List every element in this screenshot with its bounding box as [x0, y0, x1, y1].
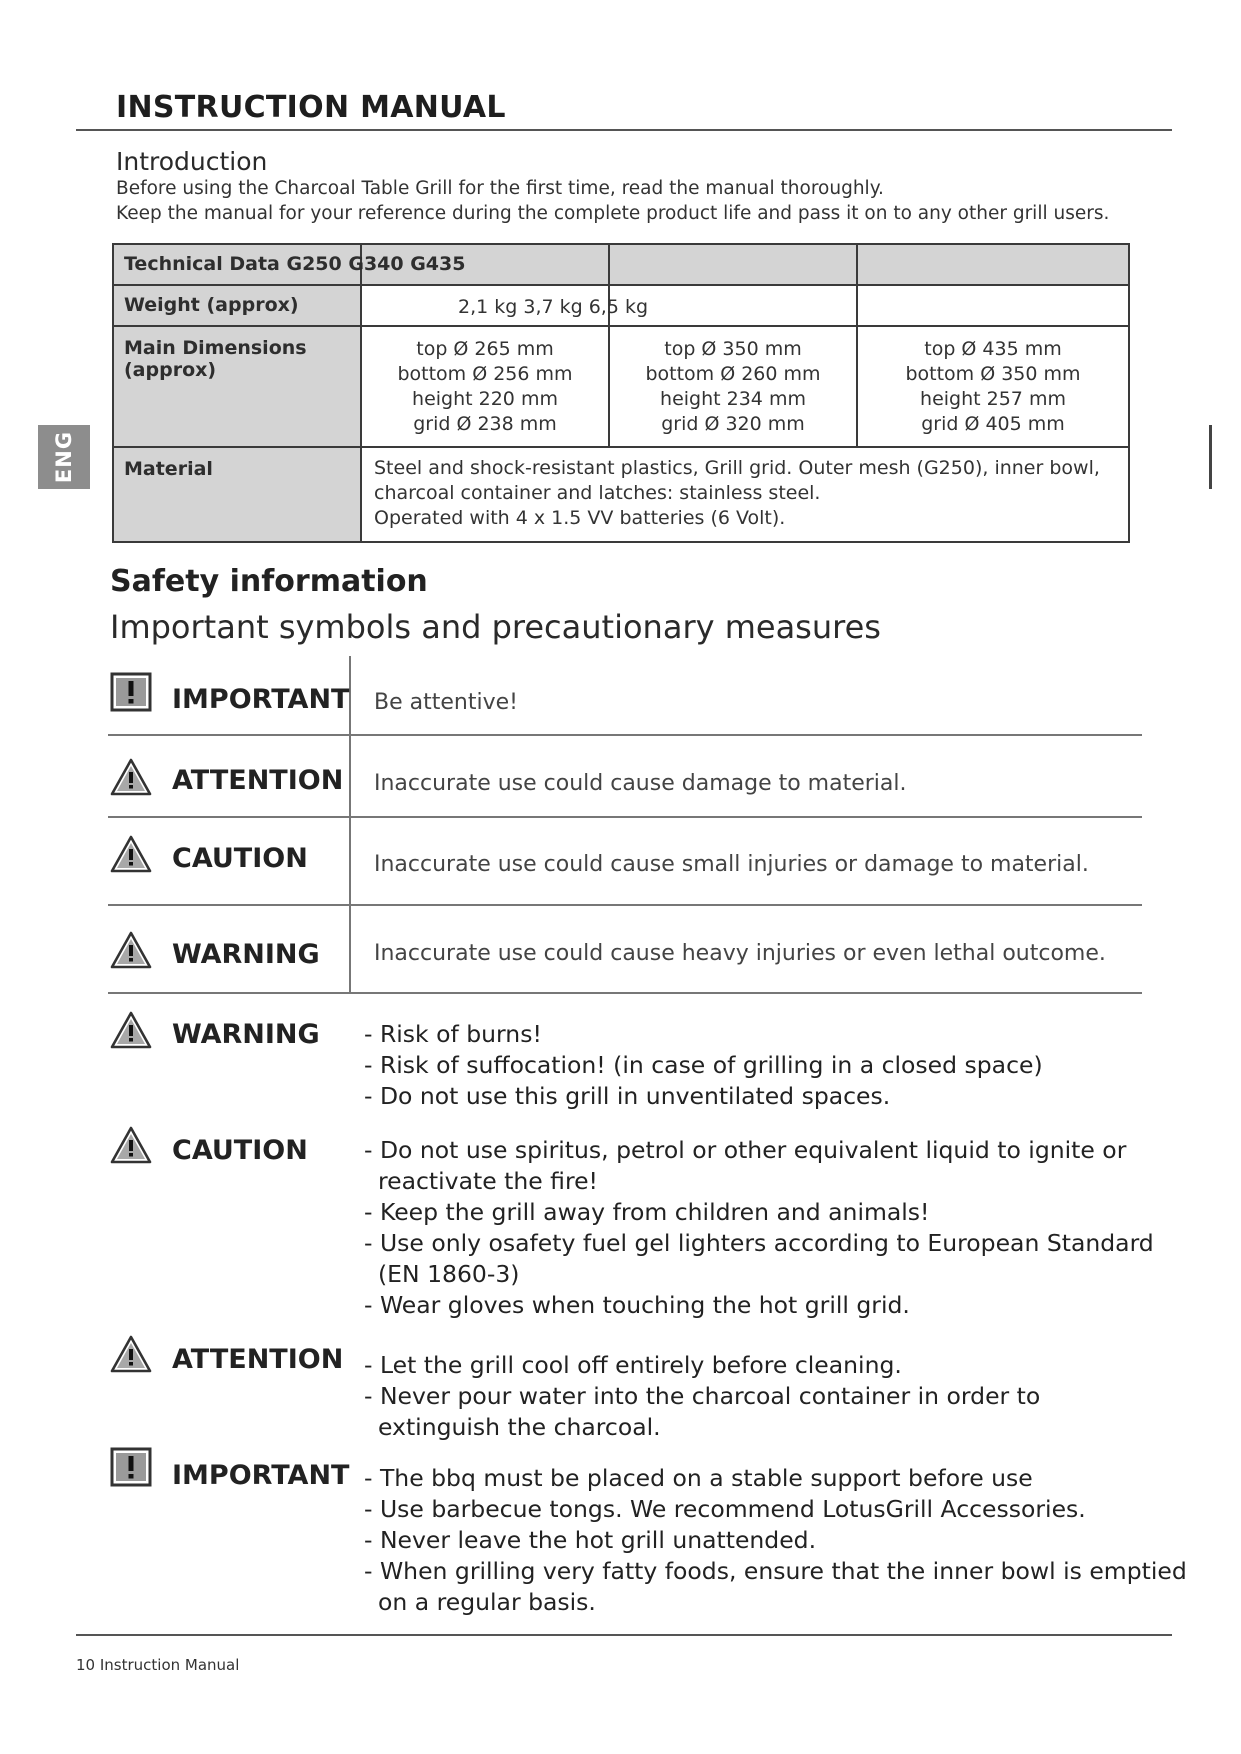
- list-item: - Do not use this grill in unventilated spaces.: [364, 1082, 891, 1110]
- warning-triangle-icon: [110, 1334, 152, 1374]
- symbol-label: IMPORTANT: [172, 684, 350, 715]
- important-box-icon: [110, 672, 152, 712]
- page-footer: 10 Instruction Manual: [76, 1656, 240, 1674]
- dimensions-g250: top Ø 265 mm bottom Ø 256 mm height 220 mm grid Ø 238 mm: [360, 325, 610, 448]
- tech-header-cell: [608, 243, 858, 286]
- material-label: Material: [112, 446, 362, 543]
- group-label: ATTENTION: [172, 1344, 344, 1375]
- symbol-description: Inaccurate use could cause damage to material.: [374, 771, 907, 796]
- warning-triangle-icon: [110, 1010, 152, 1050]
- list-item: - Never pour water into the charcoal container in order to: [364, 1382, 1041, 1410]
- symbol-row-divider: [108, 992, 1142, 994]
- tech-header-cell: [856, 243, 1130, 286]
- safety-heading: Safety information: [110, 564, 428, 599]
- list-item: - Use only osafety fuel gel lighters according to European Standard: [364, 1229, 1154, 1257]
- list-item: extinguish the charcoal.: [378, 1413, 661, 1441]
- group-label: CAUTION: [172, 1135, 308, 1166]
- symbol-row-divider: [108, 734, 1142, 736]
- group-label: IMPORTANT: [172, 1460, 350, 1491]
- attention-list: [364, 1350, 1040, 1443]
- warning-triangle-icon: [110, 757, 152, 797]
- page-title: INSTRUCTION MANUAL: [116, 90, 506, 125]
- dimensions-g340: top Ø 350 mm bottom Ø 260 mm height 234 mm grid Ø 320 mm: [608, 325, 858, 448]
- warning-triangle-icon: [110, 1125, 152, 1165]
- list-item: - Risk of suffocation! (in case of grilling in a closed space): [364, 1051, 1043, 1079]
- caution-list: [364, 1135, 1154, 1321]
- dimensions-label: Main Dimensions (approx): [112, 325, 362, 448]
- list-item: reactivate the fire!: [378, 1167, 598, 1195]
- symbol-label: ATTENTION: [172, 765, 344, 796]
- language-tab: ENG: [38, 425, 90, 489]
- intro-line-2: Keep the manual for your reference during the complete product life and pass it on to any other grill users.: [116, 203, 1110, 224]
- list-item: - Let the grill cool off entirely before cleaning.: [364, 1351, 902, 1379]
- list-item: - Keep the grill away from children and animals!: [364, 1198, 930, 1226]
- symbol-description: Inaccurate use could cause small injuries or damage to material.: [374, 852, 1089, 877]
- symbol-row-divider: [108, 904, 1142, 906]
- weight-cell: [856, 284, 1130, 327]
- warning-triangle-icon: [110, 834, 152, 874]
- weight-label: Weight (approx): [112, 284, 362, 327]
- intro-heading: Introduction: [116, 147, 268, 176]
- technical-data-table: [112, 243, 1130, 543]
- list-item: (EN 1860-3): [378, 1260, 520, 1288]
- dimensions-g435: top Ø 435 mm bottom Ø 350 mm height 257 mm grid Ø 405 mm: [856, 325, 1130, 448]
- symbol-label: CAUTION: [172, 843, 308, 874]
- important-box-icon: [110, 1447, 152, 1487]
- symbol-description: Inaccurate use could cause heavy injuries or even lethal outcome.: [374, 941, 1106, 966]
- symbol-row-divider: [108, 816, 1142, 818]
- list-item: - Risk of burns!: [364, 1020, 542, 1048]
- weight-cell: 2,1 kg 3,7 kg 6,5 kg: [360, 284, 610, 327]
- list-item: - Do not use spiritus, petrol or other equivalent liquid to ignite or: [364, 1136, 1127, 1164]
- material-cell: Steel and shock-resistant plastics, Grill grid. Outer mesh (G250), inner bowl, charcoal container and latches: stainless steel. Operated with 4 x 1.5 VV batteries (6 Volt).: [360, 446, 1130, 543]
- list-item: - Use barbecue tongs. We recommend LotusGrill Accessories.: [364, 1495, 1086, 1523]
- list-item: - The bbq must be placed on a stable support before use: [364, 1464, 1033, 1492]
- header-divider: [76, 129, 1172, 131]
- footer-divider: [76, 1634, 1172, 1636]
- intro-line-1: Before using the Charcoal Table Grill for the first time, read the manual thoroughly.: [116, 178, 884, 199]
- symbol-description: Be attentive!: [374, 690, 518, 715]
- symbol-label: WARNING: [172, 939, 320, 970]
- list-item: - Wear gloves when touching the hot grill grid.: [364, 1291, 910, 1319]
- list-item: - When grilling very fatty foods, ensure that the inner bowl is emptied: [364, 1557, 1187, 1585]
- important-list: [364, 1463, 1187, 1618]
- list-item: on a regular basis.: [378, 1588, 596, 1616]
- group-label: WARNING: [172, 1019, 320, 1050]
- warning-list: [364, 1019, 1043, 1112]
- side-marker: [1209, 425, 1212, 489]
- list-item: - Never leave the hot grill unattended.: [364, 1526, 817, 1554]
- tech-header-label: Technical Data G250 G340 G435: [112, 243, 362, 286]
- safety-subheading: Important symbols and precautionary measures: [110, 608, 881, 646]
- warning-triangle-icon: [110, 930, 152, 970]
